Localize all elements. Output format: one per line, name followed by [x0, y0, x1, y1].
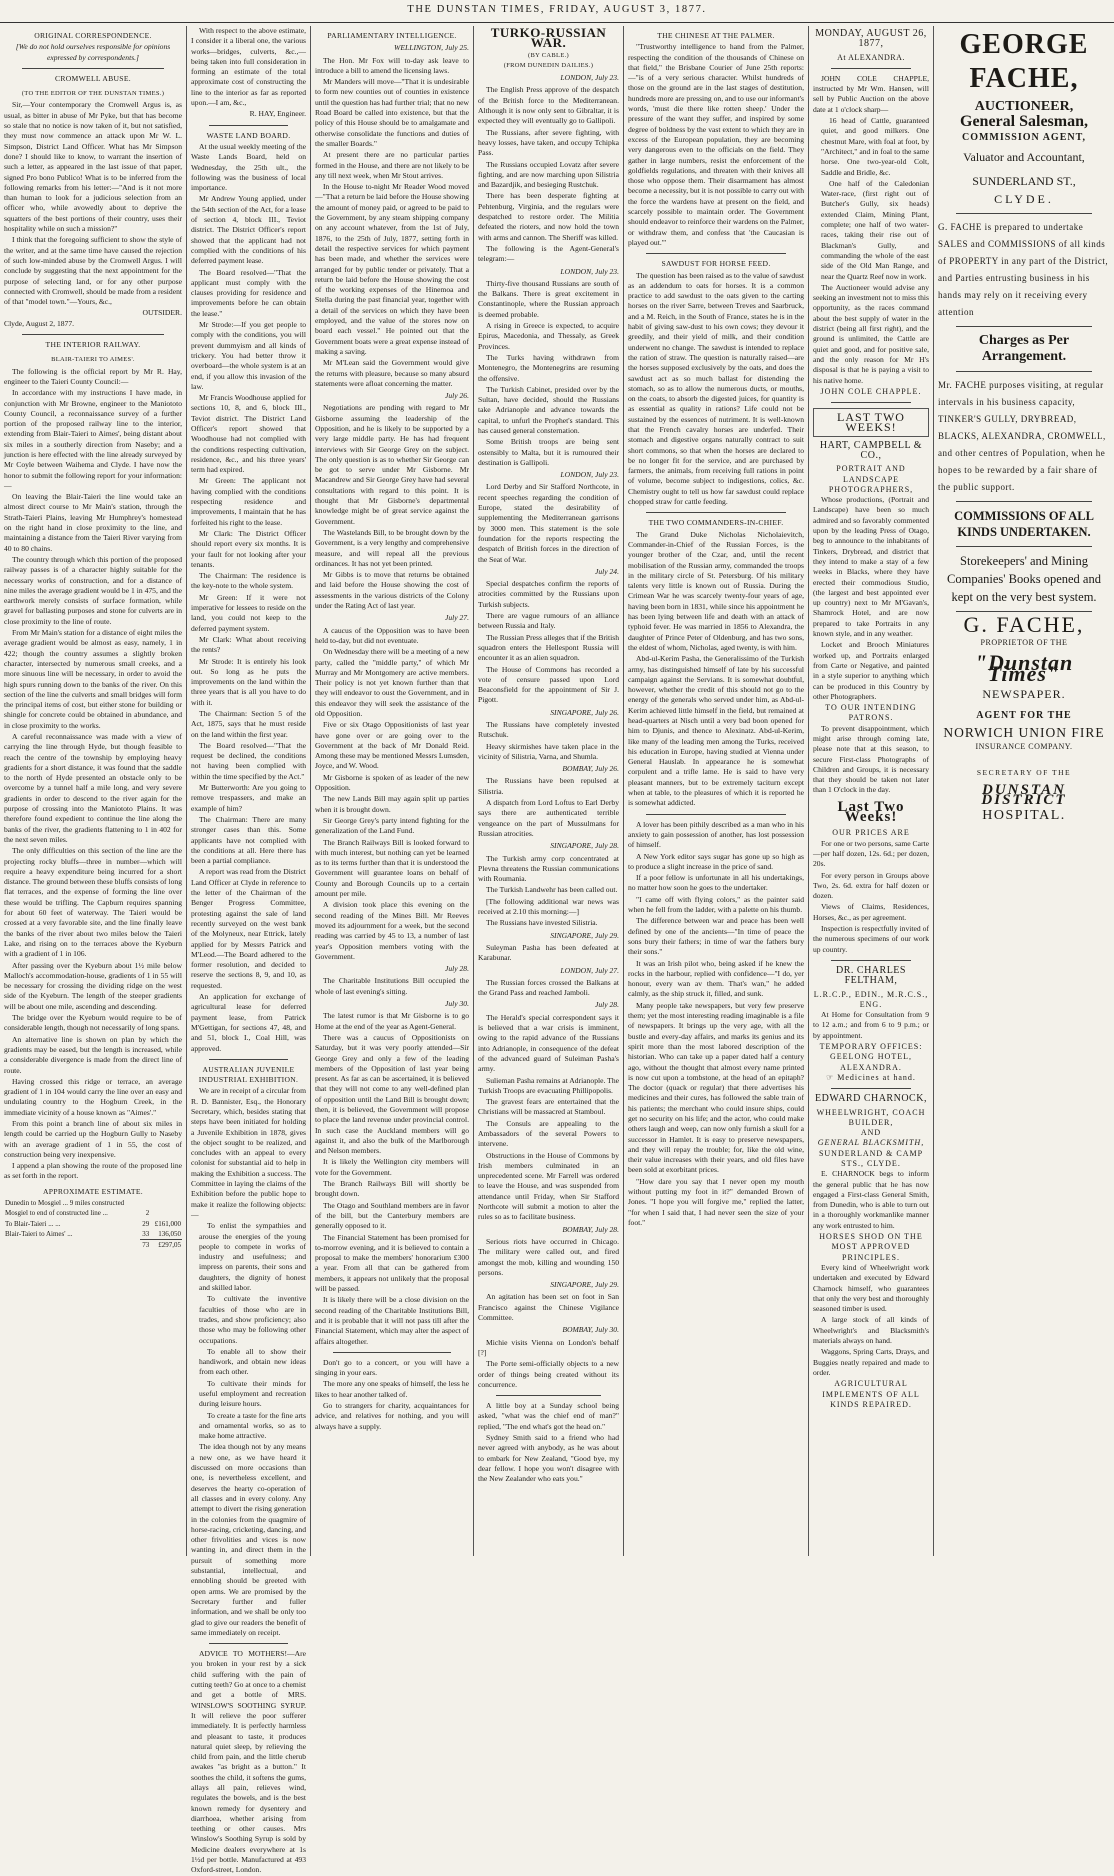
advertisement-text: Locket and Brooch Miniatures worked up, and Portraits enlarged from Carte or Negative, and painted in a style superior to anything which can be produced in this Country by other Photographers.: [813, 640, 929, 701]
insurance-company-name: NORWICH UNION FIRE: [943, 724, 1105, 740]
advertisement-note: [813, 1073, 929, 1083]
divider: [956, 371, 1092, 372]
advertisement-text: E. CHARNOCK begs to inform the general public that he has now engaged a First-class General Smith, from Dunedin, who is able to turn out in a thoroughly workmanlike manner any work entrusted to him.: [813, 1169, 929, 1230]
article-paragraph: A careful reconnaissance was made with a view of carrying the line through Hyde, but though feasible to reach the centre of the township by employing heavy gradients for a short distance, it was found that the saddle to the north of Hyde presented an obstacle only to be overcome by a tunnel half a mile long, and very severe gradients in order to descend to the river again for the purpose of crossing into the Maniototo Plains. It was therefore found expedient to continue the line along the banks of the river, the gradients flattening to 1 in 402 for the next seven miles.: [4, 732, 182, 844]
article-paragraph: An application for exchange of agricultural lease for deferred payment lease, from Patrick M'Gettigan, for sections 47, 48, and and 51, block I., Coal Hill, was approved.: [191, 992, 306, 1053]
column-advertisements: [808, 26, 933, 1556]
dateline: LONDON, July 23.: [560, 73, 619, 83]
article-paragraph: A report was read from the District Land Officer at Clyde in reference to the letter of the Chairman of the Benger Progress Committee, protesting against the sale of land recently surveyed on the west bank of the Molyneux, near Ettrick, lately applied for by Messrs Patrick and M'Leod.—The Board adhered to the former resolution, and decided to reserve the sections 8, 9, and 10, as requested.: [191, 867, 306, 990]
dateline: July 28.: [444, 964, 469, 974]
article-title: PARLIAMENTARY INTELLIGENCE.: [327, 31, 457, 40]
advertiser-trade: AUCTIONEER,: [974, 99, 1074, 114]
divider: [333, 1352, 451, 1353]
article-paragraph: The gravest fears are entertained that the Christians will be massacred at Stamboul.: [478, 1097, 619, 1117]
newspaper-name: "Dunstan Times": [974, 650, 1074, 686]
article-paragraph: I append a plan showing the route of the proposed line as set forth in the report.: [4, 1161, 182, 1181]
article-paragraph: Mr Strode:—If you get people to comply with the conditions, you will prevent dummyism and all kinds of trickery. You had better throw it overboard—the whole system is at an end, if you allow this invasion of the law.: [191, 320, 306, 391]
article-paragraph: The Otago and Southland members are in favor of the bill, but the Canterbury members are generally opposed to it.: [315, 1200, 469, 1231]
table-cell: [140, 1198, 150, 1208]
article-paragraph: Five or six Otago Oppositionists of last year have gone over or are going over to the Government at the back of Mr Donald Reid. Among these may be mentioned Messrs Lumsden, Joyce, and W. Wood.: [315, 720, 469, 771]
article-paragraph: A dispatch from Lord Loftus to Earl Derby says there are authenticated terrible vengeance on the part of Mussulmans for Russian atrocities.: [478, 798, 619, 838]
dateline: SINGAPORE, July 29.: [550, 1280, 619, 1290]
table-cell: Mosgiel to end of constructed line ...: [5, 1209, 108, 1218]
article-paragraph: The Russians have been repulsed at Silistria.: [478, 776, 619, 796]
article-paragraph: Mr Manders will move—"That it is undesirable to form new counties out of counties in existence until the question has had further trial; that no new Road Board be called into existence, but that the policy of this House should be to amalgamate and otherwise consolidate the functions and duties of the smaller Boards.": [315, 77, 469, 148]
article-paragraph: The Grand Duke Nicholas Nicholaievitch, Commander-in-Chief of the Russian Forces, is the younger brother of the Czar, and, until the recent mobilisation of the Russian army, commanded the troops in the military circle of St. Petersburg. Of his military talents very little is known out of Russia. During the Crimean War he was scarcely twenty-four years of age, having been born in 1831, while since his appointment he has been lying between life and death with an attack of typhoid fever. He was married in 1856 to Alexandra, the daughter of Prince Peter of Oldenburg, and has two sons, the eldest of whom, Nicholas, aged twenty, is with him.: [628, 529, 804, 652]
list-item: To enable all to show their handiwork, and obtain new ideas from each other.: [199, 1346, 306, 1377]
article-paragraph: Thirty-five thousand Russians are south of the Balkans. There is great excitement in Constantinople, where the Russian approach is deemed probable.: [478, 278, 619, 319]
article-paragraph: At the usual weekly meeting of the Waste Lands Board, held on Wednesday, the 25th ult., the following was the business of local importance.: [191, 141, 306, 193]
advertisement-text: G. FACHE is prepared to undertake SALES and COMMISSIONS of all kinds of PROPERTY in any part of the District, and Parties entrusting business in his hands may rely on it receiving every attention: [938, 221, 1109, 317]
article-paragraph: The Turkish Landwehr has been called out.: [486, 885, 618, 895]
price-line: For one or two persons, same Carte—per half dozen, 12s. 6d.; per dozen, 20s.: [813, 838, 929, 869]
advertisement-text: Whose productions, (Portrait and Landscape) have been so much admired and so favorably commented upon by the leading Press of Otago, beg to announce to the inhabitants of Tinkers, Drybread, and district that they intend to make a stay of a few weeks in Blacks, where they have erected their commodious Studio, (the largest and best appointed ever up country) next to Mr M'Gavan's, Shamrock Hotel, and are now prepared to take Portraits in any known style, and in any weather.: [813, 495, 929, 639]
advertisement-subheading: HORSES SHOD ON THE MOST APPROVED PRINCIPLES.: [819, 1232, 923, 1262]
advertiser-qualifications: L.R.C.P., EDIN., M.R.C.S., ENG.: [813, 989, 929, 1009]
dateline: LONDON, July 23.: [560, 266, 619, 276]
article-subtitle: BLAIR-TAIERI TO AIMES'.: [51, 356, 135, 364]
table-cell: Dunedin to Mosgiel ... 9 miles constructed: [5, 1199, 125, 1208]
article-paragraph: The Hon. Mr Fox will to-day ask leave to introduce a bill to amend the licensing laws.: [315, 55, 469, 75]
article-paragraph: Mr Butterworth: Are you going to remove trespassers, and make an example of him?: [191, 783, 306, 813]
article-paragraph: The Board resolved—"That the request be declined, the conditions not having been complied with within the time specified by the Act.": [191, 740, 306, 781]
proprietor-label: PROPRIETOR OF THE: [980, 638, 1068, 648]
advertiser-address: SUNDERLAND & CAMP STS., CLYDE.: [818, 1148, 924, 1168]
article-paragraph: The Charitable Institutions Bill occupied the whole of last evening's sitting.: [315, 976, 469, 996]
article-paragraph: Suleyman Pasha has been defeated at Karabunar.: [478, 942, 619, 963]
filler-paragraph: If a poor fellow is unfortunate in all his undertakings, no matter how soon he goes to the undertaker.: [628, 873, 804, 893]
letter-paragraph: Sir,—Your contemporary the Cromwell Argus is, as usual, as bitter in abuse of Mr Pyke, but that has become so stale that no notice is now taken of it, but not satisfied, they must now commence an attack upon Mr W. L. Simpson, District Land Officer. What has Mr Simpson done? I should like to know, to warrant the insertion of such a letter, as appeared in the last issue of that paper, signed Pro bono Publico! What is to be inferred from the following remarks from his letter:—"And is it not more than human to look for a judicious selection from an officer who, while avowedly about to deprive the squatters of the best portions of their country, uses their hospitality while on such a mission?": [4, 100, 182, 234]
list-item: To cultivate the inventive faculties of those who are in trades, and show proficiency; also those who may be following other occupations.: [199, 1294, 306, 1345]
price-line: Inspection is respectfully invited of the numerous specimens of our work up country.: [813, 924, 929, 954]
divider: [956, 326, 1092, 327]
article-title: AUSTRALIAN JUVENILE INDUSTRIAL EXHIBITION.: [198, 1064, 299, 1085]
article-paragraph: The question has been raised as to the value of sawdust as an addendum to oats for horses. It is a common practice to add sawdust to the oats given to the carting horses on the river Sarre, between Treves and Saarbruck, and a M. Reich, in the South of France, states he is in the habit of giving saw-dust to his own cows; they devour it greedily, and their yield of milk, and their condition underwent no change. The sawdust is intended to replace the ration of straw. The question is naturally raised—are the horses supposed exclusively by the oats, and does the sawdust act as so much ballast for distending the stomach, so as to allow the numerous ducts, or mouths, on the coats, to absorb the digested juices, for quantity is as essential as quality in rations? Life could not be sustained by the essences of nutriment. It is well-known that the French cavalry horses are underfed. Their stomach and digestive organs naturally contract to suit short commons, so that when the horses are declared to be no longer fit for the service, and are purchased by farmers, the animals, from receiving full rations in point of volume, become subject to indigestions, colics, &c. Chemistry ought to tell us how far sawdust could replace chopped straw for cattle feeding.: [628, 270, 804, 507]
dateline: July 26.: [444, 391, 469, 401]
dateline: SINGAPORE, July 26.: [550, 707, 619, 717]
dateline: July 24.: [594, 566, 619, 576]
filler-paragraph: Many people take newspapers, but very few preserve them; yet the most interesting reading imaginable is a file of newspapers. It brings up the very age, with all the bustle and every-day affairs, and marks its genius and its spirit more than the most labored description of the historian. Who can take up a paper dated half a century ago, without the thought that almost every name printed is now cut upon a tombstone, at the head of an epitaph? The doctor (quack or regular) that there advertises his medicines and their cures, has followed the sable train of his patients; the merchant who could insure ships, could get no security on his life; and the actor, who could make others laugh and weep, can now only furnish a skull for a successor in Hamlet. It is easy to preserve newspapers, and they will repay the trouble; for, like the old wine, their value increases with their years, and old files have been sold at exorbitant prices.: [628, 1000, 804, 1175]
advertiser-name: DR. CHARLES FELTHAM,: [836, 964, 906, 987]
district-name: DUNSTAN DISTRICT: [981, 781, 1067, 808]
auction-lot: One half of the Caledonian Water-race, (first right out of Butcher's Gully, six heads) extended Claim, Mining Plant, complete; one half of two water-races, taking their rise out of Blackman's Gully, and commanding the whole of the east side of the Old Man Range, and near the Quartz Reef now in work.: [821, 178, 929, 281]
secretary-label: SECRETARY OF THE: [976, 768, 1072, 778]
dateline: WELLINGTON, July 25.: [394, 43, 469, 53]
table-cell: To Blair-Taieri ... ...: [5, 1219, 61, 1228]
article-paragraph: The latest rumor is that Mr Gisborne is to go Home at the end of the year as Agent-General.: [315, 1011, 469, 1031]
article-title: TURKO-RUSSIAN WAR.: [490, 25, 607, 51]
last-two-weeks-banner: Last Two Weeks!: [837, 798, 905, 826]
filler-paragraph: The difference between war and peace has been well defined by one of the ancients—"In time of peace the sons bury their fathers; in time of war the fathers bury their sons.": [628, 916, 804, 957]
divider: [22, 334, 164, 335]
divider: [831, 960, 911, 961]
article-paragraph: The only difficulties on this section of the line are the projecting rocky bluffs—three in number—which will require a heavy expenditure being incurred for a short distance. The ground between these bluffs consists of long flat terraces, and the expense of forming the line over these would be trifling. The Capburn requires spanning for about 60 feet of waterway. The Taieri would be crossed at a very favorable site, and the line finally leave the banks of the river about two miles below the Taieri Lake, and rising on to the terraces above the Kyeburn with a gradient of 1 in 106.: [4, 846, 182, 959]
article-paragraph: It is likely the Wellington city members will vote for the Government.: [315, 1157, 469, 1177]
article-paragraph: Michie visits Vienna on London's behalf [?]: [478, 1337, 619, 1357]
article-paragraph: The following is the Agent-General's telegram:—: [478, 243, 619, 264]
article-paragraph: After passing over the Kyeburn about 1½ mile below Malloch's accommodation-house, gradients of 1 in 55 will be necessary for crossing the dividing ridge on the west side of the Kyeburn. The length of the steeper gradients will be about one mile, ascending and descending.: [4, 960, 182, 1011]
table-row: [4, 1219, 182, 1229]
article-paragraph: The House of Commons has recorded a vote of censure passed upon Lord Beaconsfield for the appointment of Sir J. Pigott.: [478, 664, 619, 705]
divider: [646, 512, 786, 513]
article-paragraph: The Turkish Cabinet, presided over by the Sultan, have decided, should the Russians take Adrianople and advance towards the capital, to unfurl the Prophet's standard. This has caused general consternation.: [478, 384, 619, 435]
article-paragraph: Sir George Grey's party intend fighting for the generalization of the Land Fund.: [315, 815, 469, 836]
advertiser-trade: PORTRAIT AND LANDSCAPE PHOTOGRAPHERS,: [828, 464, 914, 494]
column-miscellany: [623, 26, 808, 1556]
filler-paragraph: It was an Irish pilot who, being asked if he knew the rocks in the harbour, replied with confidence—"I do, yer honour, every wan av them. That's wan," he added calmly, as the ship struck it, filled, and sunk.: [628, 958, 804, 999]
table-cell: 29: [142, 1219, 150, 1228]
article-paragraph: The Turkish army corp concentrated at Plevna threatens the Russian communications with Roumania.: [478, 853, 619, 884]
auction-place: At ALEXANDRA.: [837, 52, 905, 62]
advertiser-trade: General Salesman,: [960, 113, 1088, 131]
column-fache-advertisement: [933, 26, 1114, 1556]
advertiser-name: JOHN COLE CHAPPLE.: [820, 386, 922, 396]
article-title: THE INTERIOR RAILWAY.: [45, 340, 141, 350]
article-paragraph: In accordance with my instructions I have made, in conjunction with Mr Browne, engineer to the Maniototo County Council, a reconnaissance survey of a further portion of the proposed railway line to the interior, extending from Blair-Taieri to Aimes', being distant about six miles in a southerly direction from Naseby; and a junction is here effected with the line already surveyed by Mr Coyle between Waihema and Clyde. I have now the honor to submit the following report for your information:—: [4, 388, 182, 490]
article-paragraph: The Russians have invested Silistria.: [486, 918, 598, 928]
table-cell: [150, 1198, 182, 1208]
letter-signature: OUTSIDER.: [142, 308, 182, 318]
article-paragraph: Mr Clark: The District Officer should report every six months. It is your fault for not looking after your tenants.: [191, 528, 306, 569]
advertisement-text: A large stock of all kinds of Wheelwright's and Blacksmith's materials always on hand.: [813, 1315, 929, 1346]
filler-paragraph: A little boy at a Sunday school being asked, "what was the chief end of man?" replied, "The end what's got the head on.": [478, 1401, 619, 1431]
filler-paragraph: "How dare you say that I never open my mouth without putting my foot in it?" demanded Brown of Jones. "I hope you will forgive me," replied the latter, "for when I said that, I had never seen the size of your foot.": [628, 1176, 804, 1227]
dateline: SINGAPORE, July 28.: [550, 841, 619, 851]
charges-notice: Charges as Per Arrangement.: [978, 332, 1070, 364]
article-paragraph: An agitation has been set on foot in San Francisco against the Chinese Vigilance Committee.: [478, 1292, 619, 1323]
commissions-notice: COMMISSIONS OF ALL KINDS UNDERTAKEN.: [954, 508, 1094, 539]
article-paragraph: Mr Gisborne is spoken of as leader of the new Opposition.: [315, 772, 469, 793]
table-cell: 136,050: [158, 1229, 181, 1238]
advertisement-text: At Home for Consultation from 9 to 12 a.m.; and from 6 to 9 p.m.; or by appointment.: [813, 1010, 929, 1040]
article-paragraph: The Branch Railways Bill is looked forward to with much interest, but nothing can yet be learned as to its terms further than that it is understood the Government will guarantee loans on behalf of County and Borough Councils up to a certain amount per mile.: [315, 837, 469, 899]
advertisement-text: JOHN COLE CHAPPLE, instructed by Mr Wm. Hansen, will sell by Public Auction on the above date at 1 o'clock sharp—: [813, 73, 929, 114]
article-paragraph: "Trustworthy intelligence to hand from the Palmer, respecting the condition of the thousands of Chinese on that field," the Brisbane Courier of June 25th reports:—"is of a very serious character. Whilst hundreds of those on the ground are in the last stages of destitution, hundreds more are pressing on, and to use our informant's words, 'must die there like rotten sheep.' Under the pressure of the want they suffer, and inspired by some degree of boldness by the vast extent to which they are in excess of the European population, they are becoming very dangerous even to the officials on the field. They gather in large numbers, resist the enforcement of the goldfields regulations, and threaten with their knives all those who oppose them. Their disarmament has almost become a necessity, but it is not possible to carry out with the force the wardens have at present on the field, and scarcely possible to maintain order. The Government should endeavor to reinforce their wardens on the Palmer, or withdraw them, and confess that 'the Caucasian is played out.'": [628, 42, 804, 247]
article-paragraph: The Chairman: Section 5 of the Act, 1875, says that he must reside on the land within the first year.: [191, 709, 306, 739]
divider: [831, 1088, 911, 1089]
advertisement-text: ADVICE TO MOTHERS!—Are you broken in your rest by a sick child suffering with the pain of cutting teeth? Go at once to a chemist and get a bottle of MRS. WINSLOW'S SOOTHING SYRUP. It will relieve the poor sufferer immediately. It is perfectly harmless and pleasant to taste, it produces natural quiet sleep, by relieving the child from pain, and the little cherub awakes "as bright as a button." It soothes the child, it softens the gums, allays all pain, relieves wind, regulates the bowels, and is the best known remedy for dysentery and diarrhoea, whether arising from teething or other causes. Mrs Winslow's Soothing Syrup is sold by Medicine dealers everywhere at 1s 1½d per bottle. Manufactured at 493 Oxford-street, London.: [191, 1649, 306, 1875]
article-paragraph: At present there are no particular parties formed in the House, and there are not likely to be any till next week, when Mr Stout arrives.: [315, 150, 469, 180]
article-paragraph: Mr Francis Woodhouse applied for sections 10, 8, and 6, block III., Teviot district. The District Land Officer's report showed that Woodhouse had not complied with the conditions respecting cultivation, residence, &c., and his three years' term had expired.: [191, 393, 306, 475]
advertisement-subheading: OUR PRICES ARE: [832, 828, 910, 838]
article-title: WASTE LAND BOARD.: [206, 130, 291, 140]
dateline: July 27.: [444, 613, 469, 623]
column-war-news: [473, 26, 623, 1556]
advertisement-text: Every kind of Wheelwright work undertaken and executed by Edward Charnock himself, who guarantees that only the very best and thoroughly seasoned timber is used.: [813, 1262, 929, 1314]
advertisement-note-text: Medicines at hand.: [837, 1072, 916, 1082]
article-paragraph: The bridge over the Kyeburn would require to be of considerable length, though not necessarily of long spans.: [4, 1013, 182, 1033]
divider: [831, 68, 911, 69]
table-cell: 33: [142, 1229, 150, 1238]
list-item: To enlist the sympathies and arouse the energies of the young people to compete in works of industry and usefulness; and impress on parents, their sons and daughters, the dignity of honest and skilled labor.: [199, 1221, 306, 1293]
article-paragraph: Abd-ul-Kerim Pasha, the Generalissimo of the Turkish army, has distinguished himself of late by his successful campaign against the Servians. It is somewhat doubtful, however, whether the credit of this should not go to the energy of the generals who served under him, as Abd-ul-Kerim achieved little himself in the field, but remained at head-quarters at Nisch until a very bad boon opened for him to Djunis, and thence to Alexinatz. Abd-ul-Kerim, like many of the leading men among the Turks, received his education in Europe, having studied at Vienna under General Hauslab. In appearance he is somewhat corpulent and a trifle lame. He is said to have very pleasant manners, but to be extremely taciturn except when at table, to the pleasures of which it is reported he is somewhat addicted.: [628, 654, 804, 808]
article-paragraph: The new Lands Bill may again split up parties when it is brought down.: [315, 794, 469, 814]
divider: [496, 1395, 601, 1396]
list-item: To cultivate their minds for useful employment and recreation during leisure hours.: [199, 1378, 306, 1409]
article-title: THE TWO COMMANDERS-IN-CHIEF.: [648, 518, 784, 528]
article-paragraph: On Wednesday there will be a meeting of a new party, called the "middle party," of which Mr Murray and Mr Montgomery are active members. Their policy is not yet known further than that they will endeavor to oust the Government, and in this endeavor they will seek the assistance of the old Opposition.: [315, 647, 469, 718]
table-row: [4, 1229, 182, 1240]
filler-paragraph: "I came off with flying colors," as the painter said when he fell from the ladder, with a palette on his thumb.: [628, 894, 804, 915]
table-row: [4, 1208, 182, 1218]
article-paragraph: The Russians, after severe fighting, with heavy losses, have taken, and occupy Tchipka Pass.: [478, 127, 619, 158]
books-notice: Storekeepers' and Mining Companies' Books opened and kept on the very best system.: [947, 553, 1101, 604]
article-subtitle: (FROM DUNEDIN DAILIES.): [503, 61, 594, 69]
divider: [646, 814, 786, 815]
article-paragraph: The Consuls are appealing to the Ambassadors of the several Powers to intervene.: [478, 1118, 619, 1149]
article-paragraph: From Mr Main's station for a distance of eight miles the average gradient would be almost as easy, namely, 1 in 422; though the country assumes a slightly broken character, intersected by numerous small creeks, and a more sinuous line will be necessary, in order to avoid the high spurs running down to the banks of the river. On this section of the line the culverts and small bridges will form the principal items of cost, but either stone for building or shingle for concrete could be obtained in abundance, and in close proximity to the works.: [4, 628, 182, 730]
table-cell: [4, 1240, 140, 1251]
column-correspondence: [0, 26, 186, 1556]
advertiser-name: EDWARD CHARNOCK,: [815, 1093, 927, 1105]
advertiser-trade: Valuator and Accountant,: [963, 149, 1085, 164]
article-title: THE CHINESE AT THE PALMER.: [657, 31, 775, 40]
advertiser-name: HART, CAMPBELL & CO.,: [819, 439, 923, 461]
article-paragraph: Lord Derby and Sir Stafford Northcote, in recent speeches regarding the condition of Europe, stated the desirability of supplementing the Mediterranean garrisons by 3000 men. This statement is the sole foundation for the reports respecting the despatch of British forces in the direction of the Seat of War.: [478, 482, 619, 564]
article-paragraph: The Financial Statement has been promised for to-morrow evening, and it is believed to contain a proposal to make the members' honorarium £300 a year. From all that can be gathered from members, it appears not unlikely that the proposal will be passed.: [315, 1232, 469, 1294]
advertisement-text: To prevent disappointment, which might arise through coming late, please note that at this season, to secure First-class Photographs of Children and Groups, it is necessary that they should be taken not later than 1 O'clock in the day.: [813, 723, 929, 795]
article-paragraph: Mr Clark: What about receiving the rents?: [191, 634, 306, 655]
article-paragraph: From this point a branch line of about six miles in length could be carried up the Hogburn Gully to Naseby with an average gradient of 1 in 55, the cost of construction being very inexpensive.: [4, 1118, 182, 1159]
letter-dateline: Clyde, August 2, 1877.: [4, 318, 75, 328]
article-paragraph: [The following additional war news was received at 2.10 this morning:—]: [478, 896, 619, 917]
dateline: BOMBAY, July 26.: [562, 764, 619, 774]
letter-title: CROMWELL ABUSE.: [55, 73, 131, 83]
divider: [956, 501, 1092, 502]
article-paragraph: The English Press approve of the despatch of the British force to the Mediterranean. Although it is now only sent to Gibraltar, it is expected they will eventually go to Gallipoli.: [478, 85, 619, 126]
article-paragraph: The Wastelands Bill, to be brought down by the Government, is a very lengthy and comprehensive measure, and will repeal all the previous ordinances. It has not yet been printed.: [315, 527, 469, 568]
column-local-news: [186, 26, 310, 1875]
article-paragraph: There was a caucus of Oppositionists on Saturday, but it was very poorly attended—Sir George Grey and only a few of the leading members of the Opposition of last year being present. As far as can be ascertained, it is believed that they will not come to any well-defined plan of opposition until the Land Bill is brought down; then, it is believed, the Government will propose to place the land revenue under provincial control. In such case the Auckland members will go against it, and also the bulk of the Marlborough and Nelson members.: [315, 1032, 469, 1156]
article-paragraph: It is likely there will be a close division on the second reading of the Charitable Institutions Bill, and it is probable that it will not pass till after the Financial Statement, which may alter the aspect of affairs altogether.: [315, 1295, 469, 1346]
advertiser-name: GEORGE FACHE,: [959, 29, 1089, 94]
advertisement-subheading: TEMPORARY OFFICES:: [819, 1042, 923, 1052]
signature: R. HAY, Engineer.: [249, 109, 306, 119]
pointing-hand-icon: ☞: [826, 1072, 838, 1082]
article-paragraph: Mr Green: If it were not imperative for lessees to reside on the land, you could not keep to the deferred payment system.: [191, 592, 306, 633]
advertiser-trade: GENERAL BLACKSMITH,: [817, 1138, 925, 1148]
filler-paragraph: A New York editor says sugar has gone up so high as to produce a slight increase in the price of sand.: [628, 851, 804, 871]
dateline: LONDON, July 27.: [560, 965, 619, 975]
article-paragraph: The Russian Press alleges that if the British squadron enters the Hellespont Russia will encounter it as an alien squadron.: [478, 632, 619, 663]
article-paragraph: Mr Strode: It is entirely his look out. So long as he puts the improvements on the land within the three years that is all you have to do with it.: [191, 656, 306, 707]
dateline: BOMBAY, July 28.: [562, 1224, 619, 1234]
article-paragraph: Obstructions in the House of Commons by Irish members culminated in an unprecedented scene. Mr Farrell was ordered to leave the House, and was suspended from attendance until Friday, when Sir Stafford Northcote will submit a motion to alter the rules so as to facilitate business.: [478, 1150, 619, 1222]
article-paragraph: The idea though not by any means a new one, as we have heard it discussed on more occasions than one, is nevertheless excellent, and deserves the hearty co-operation of all classes and in every colony. Any attempt to divert the rising generation in the colonies from the quagmire of horse-racing, cricketing, dancing, and other frivolities and vices is now wanting in, and direct them in the pursuit of something more substantial, intellectual, and ennobling should be greeted with open arms. We are promised by the Secretary further and fuller information, and we shall be only too glad to give our readers the benefit of same immediately on receipt.: [191, 1442, 306, 1637]
advertisement-text: Waggons, Spring Carts, Drays, and Buggies neatly repaired and made to order.: [813, 1347, 929, 1377]
divider: [209, 1643, 288, 1644]
article-paragraph: The Turks having withdrawn from Montenegro, the Montenegrins are resuming the offensive.: [478, 352, 619, 383]
insurance-company-label: INSURANCE COMPANY.: [975, 741, 1073, 751]
article-paragraph: A rising in Greece is expected, to acquire Epirus, Macedonia, and Thessaly, as Greek Provinces.: [478, 321, 619, 351]
article-paragraph: There are vague rumours of an alliance between Russia and Italy.: [478, 611, 619, 631]
article-paragraph: The Russians occupied Lovatz after severe fighting, and are now marching upon Silistria and Bazardjik, and besieging Rustchuk.: [478, 159, 619, 190]
estimate-title: APPROXIMATE ESTIMATE.: [43, 1186, 143, 1196]
article-paragraph: The Board resolved—"That the applicant must comply with the clauses providing for residence and improvements before he can obtain the lease.": [191, 267, 306, 318]
advertisement-text: The Auctioneer would advise any seeking an investment not to miss this opportunity, as the races command about the best supply of water in the district (being all first right), and the ground is unlimited, the Cattle are quiet and good, and for positive sale, and the only reason for Mr H's disposal is that he is paying a visit to his native home.: [813, 282, 929, 385]
divider: [22, 68, 164, 69]
article-paragraph: The Herald's special correspondent says it is believed that a war crisis is imminent, owing to the rapid advance of the Russians into Adrianople, in consequence of the defeat of the advanced guard of Suleiman Pasha's army.: [478, 1012, 619, 1074]
article-paragraph: The Porte semi-officially objects to a new order of things being created without its concurrence.: [478, 1359, 619, 1389]
divider: [956, 213, 1092, 214]
column-parliament: [310, 26, 473, 1556]
list-item: To create a taste for the fine arts and ornamental works, so as to make home attractive.: [199, 1410, 306, 1441]
dateline: SINGAPORE, July 29.: [550, 930, 619, 940]
auction-date: MONDAY, AUGUST 26, 1877,: [815, 28, 927, 50]
article-paragraph: Heavy skirmishes have taken place in the vicinity of Silistria, Varna, and Shumla.: [478, 741, 619, 761]
divider: [831, 402, 911, 403]
price-line: Views of Claims, Residences, Horses, &c., as per agreement.: [813, 902, 929, 922]
table-row: [4, 1198, 182, 1208]
estimate-table: [4, 1198, 182, 1250]
article-paragraph: The following is the official report by Mr R. Hay, engineer to the Taieri County Council:—: [4, 366, 182, 386]
dateline: BOMBAY, July 30.: [562, 1325, 619, 1335]
agent-label: AGENT FOR THE: [976, 710, 1072, 722]
filler-paragraph: A lover has been pithily described as a man who in his anxiety to gain possession of another, has lost possession of himself.: [628, 819, 804, 850]
letter-paragraph: I think that the foregoing sufficient to show the style of the writer, and at the same time have caused the rejection of such low-minded abuse by the Cromwell Argus. I will conclude by suggesting that the next appointment for the purpose of selecting land, or for any other purpose connected with Cromwell, should be made from a resident of that "model town."—Yours, &c.,: [4, 235, 182, 307]
advertiser-trade: AND: [860, 1128, 882, 1138]
article-paragraph: Sulieman Pasha remains at Adrianople. The Turkish Troops are evacuating Phillipopolis.: [478, 1075, 619, 1095]
article-paragraph: The Chairman: The residence is the key-note to the whole system.: [191, 571, 306, 591]
advertiser-trade: COMMISSION AGENT,: [961, 131, 1087, 143]
article-paragraph: Negotiations are pending with regard to Mr Gisborne assuming the leadership of the Opposition, and he is likely to be supported by a very large middle party. He has had frequent interviews with Sir George Grey on the subject. The only question is as to whether Sir George can be got to serve under Mr Gisborne. Mr Macandrew and Sir George Grey have had several consultations with regard to this point. It is thought that Mr Gisborne's departmental knowledge might be of great service against the Government.: [315, 403, 469, 526]
filler-paragraph: Don't go to a concert, or you will have a singing in your ears.: [315, 1357, 469, 1378]
article-paragraph: The Chairman: There are many stronger cases than this. Some applicants have not complied with the conditions at all. Here there has been a partial compliance.: [191, 814, 306, 866]
article-title: SAWDUST FOR HORSE FEED.: [661, 259, 771, 269]
article-paragraph: On leaving the Blair-Taieri the line would take an almost direct course to Mr Main's station, through the Strath-Taieri Plains, leaving Mr Humphrey's homestead on the right hand in close proximity to the line, and maintaining a distance from the Taieri River varying from 40 to 80 chains.: [4, 492, 182, 553]
article-paragraph: The Branch Railways Bill will shortly be brought down.: [315, 1179, 469, 1199]
auction-lot: 16 head of Cattle, guaranteed quiet, and good milkers. One chestnut Mare, with foal at foot, by "Architect," and in foal to the same horse. One two-year-old Colt, Saddle and Bridle, &c.: [821, 116, 929, 177]
section-heading: ORIGINAL CORRESPONDENCE.: [34, 31, 152, 40]
divider: [956, 546, 1092, 547]
article-paragraph: Some British troops are being sent ostensibly to Malta, but it is rumoured their destination is Gallipoli.: [478, 437, 619, 467]
divider: [209, 1059, 288, 1060]
newspaper-label: NEWSPAPER.: [982, 687, 1066, 702]
disclaimer: [We do not hold ourselves responsible for opinions expressed by correspondents.]: [15, 42, 171, 62]
table-cell: [150, 1208, 182, 1218]
proprietor-name: G. FACHE,: [963, 611, 1085, 637]
advertiser-trade: WHEELWRIGHT, COACH BUILDER,: [816, 1107, 926, 1127]
article-paragraph: The country through which this portion of the proposed railway passes is of a character highly suitable for the necessary works of construction, and for a distance of nine miles the average gradient would be 1 in 475, and the earthwork merely consists of surface formation, while gravel for ballasting purposes and stone for culverts are in close proximity to the line of route.: [4, 554, 182, 626]
table-row: [4, 1240, 182, 1251]
filler-paragraph: Go to strangers for charity, acquaintances for advice, and relatives for nothing, and you will always have a supply.: [315, 1401, 469, 1431]
table-cell: 2: [145, 1209, 150, 1218]
dateline: July 28.: [594, 1000, 619, 1010]
advertisement-note: AGRICULTURAL IMPLEMENTS OF ALL KINDS REPAIRED.: [822, 1379, 920, 1409]
article-paragraph: Mr Andrew Young applied, under the 54th section of the Act, for a lease of section 4, block III., Teviot district. The District Officer's report showed that the applicant had not complied with the conditions of his deferred payment lease.: [191, 194, 306, 266]
table-cell: 73: [140, 1240, 150, 1251]
dateline: LONDON, July 23.: [560, 470, 619, 480]
table-cell: £297,05: [150, 1240, 182, 1251]
table-cell: Blair-Taieri to Aimes' ...: [5, 1230, 73, 1239]
hospital-label: HOSPITAL.: [982, 808, 1066, 824]
dateline: July 30.: [444, 999, 469, 1009]
article-paragraph: A caucus of the Opposition was to have been held to-day, but did not eventuate.: [315, 625, 469, 645]
article-paragraph: A division took place this evening on the second reading of the Mines Bill. Mr Reeves moved its adjournment for a week, but the second reading was carried by 45 to 13, a number of last year's Opposition members voting with the Government.: [315, 900, 469, 961]
article-paragraph: Mr M'Lean said the Government would give the returns with pleasure, because so many absurd statements were afloat concerning the matter.: [315, 358, 469, 388]
advertiser-address: SUNDERLAND ST.,: [972, 173, 1076, 188]
article-paragraph: The Russians have completely invested Rutschuk.: [478, 720, 619, 740]
article-paragraph: An alternative line is shown on plan by which the gradients may be eased, but the length is increased, while a considerable divergence is made from the direct line of route.: [4, 1034, 182, 1075]
advertiser-town: CLYDE.: [994, 191, 1054, 206]
article-paragraph: Mr Gibbs is to move that returns be obtained and laid before the House showing the cost of assessments in the various districts of the Colony under the Rating Act of last year.: [315, 570, 469, 611]
article-paragraph: Special despatches confirm the reports of atrocities committed by the Russians upon Turkish subjects.: [478, 579, 619, 609]
advertisement-subheading: TO OUR INTENDING PATRONS.: [825, 703, 917, 723]
letter-addressee: (TO THE EDITOR OF THE DUNSTAN TIMES.): [21, 90, 165, 98]
masthead: THE DUNSTAN TIMES, FRIDAY, AUGUST 3, 1877.: [0, 0, 1114, 23]
advertiser-address: GEELONG HOTEL, ALEXANDRA.: [830, 1052, 912, 1072]
price-line: For every person in Groups above Two, 2s. 6d. extra for half dozen or dozen.: [813, 870, 929, 901]
article-paragraph: The Russian forces crossed the Balkans at the Grand Pass and reached Jamboli.: [478, 977, 619, 998]
article-paragraph: Serious riots have occurred in Chicago. The military were called out, and fired amongst the mob, killing and wounding 150 persons.: [478, 1236, 619, 1277]
divider: [209, 125, 288, 126]
advertisement-text: Mr. FACHE purposes visiting, at regular intervals in his business capacity, TINKER'S GULLY, DRYBREAD, BLACKS, ALEXANDRA, CROMWELL, and other centres of Population, when he hopes to be rewarded by a fair share of the public support.: [938, 379, 1106, 492]
article-paragraph: We are in receipt of a circular from R. D. Bannister, Esq., the Honorary Secretary, which, besides stating that steps have been initiated for holding a Juvenile Exhibition in 1878, gives the object sought to be realized, and concludes with an appeal to every colonist for substantial aid to help in making the Exhibition a success. The Committee in laying the claims of the Exhibition before the public hope to make it realize the following objects:—: [191, 1086, 306, 1219]
article-paragraph: With respect to the above estimate, I consider it a liberal one, the various works—bridges, culverts, &c.,—being taken into full consideration in forming an estimate of the total approximate cost of constructing the line to the interior as far as reported upon.—I am, &c.,: [191, 26, 306, 108]
filler-paragraph: Sydney Smith said to a friend who had never agreed with anybody, as he was about to embark for New Zealand, "Good bye, my dear fellow. I hope you won't disagree with the New Zealander who eats you.": [478, 1433, 619, 1484]
table-cell: £161,000: [154, 1219, 181, 1228]
article-paragraph: There has been desperate fighting at Pehtenburg, Virginia, and the regulars were despatched to restore order. The Militia defeated the rioters, and now hold the town with arms and cannon. The Sheriff was killed.: [478, 191, 619, 242]
divider: [646, 253, 786, 254]
filler-paragraph: The more any one speaks of himself, the less he likes to hear another talked of.: [315, 1379, 469, 1399]
article-paragraph: In the House to-night Mr Reader Wood moved—"That a return be laid before the House showing the amount of money paid, or agreed to be paid to the Government, by any steam shipping company on any account whatever, from the 1st of July, 1876, to the 25th of July, 1877, setting forth in detail the respective services for which payment has been made, and whether the services were arranged for by public tender or privately. That a return be laid before the House showing the cost of the working expenses of the Hinemoa and Stella during the past financial year, together with a detail of the services on which they have been employed, and the value of the stores now on board each vessel." He pointed out that the Government boats were a great expense instead of making a saving.: [315, 182, 469, 356]
article-subtitle: (BY CABLE.): [528, 51, 569, 59]
article-paragraph: Mr Green: The applicant not having complied with the conditions respecting residence and improvements, I maintain that he has forfeited his right to the lease.: [191, 476, 306, 527]
last-two-weeks-banner: LAST TWO WEEKS!: [813, 408, 929, 437]
article-paragraph: Having crossed this ridge or terrace, an average gradient of 1 in 104 would carry the line over an easy and undulating country to the Hogburn Creek, in the immediate vicinity of a house known as "Aimes'.": [4, 1076, 182, 1117]
